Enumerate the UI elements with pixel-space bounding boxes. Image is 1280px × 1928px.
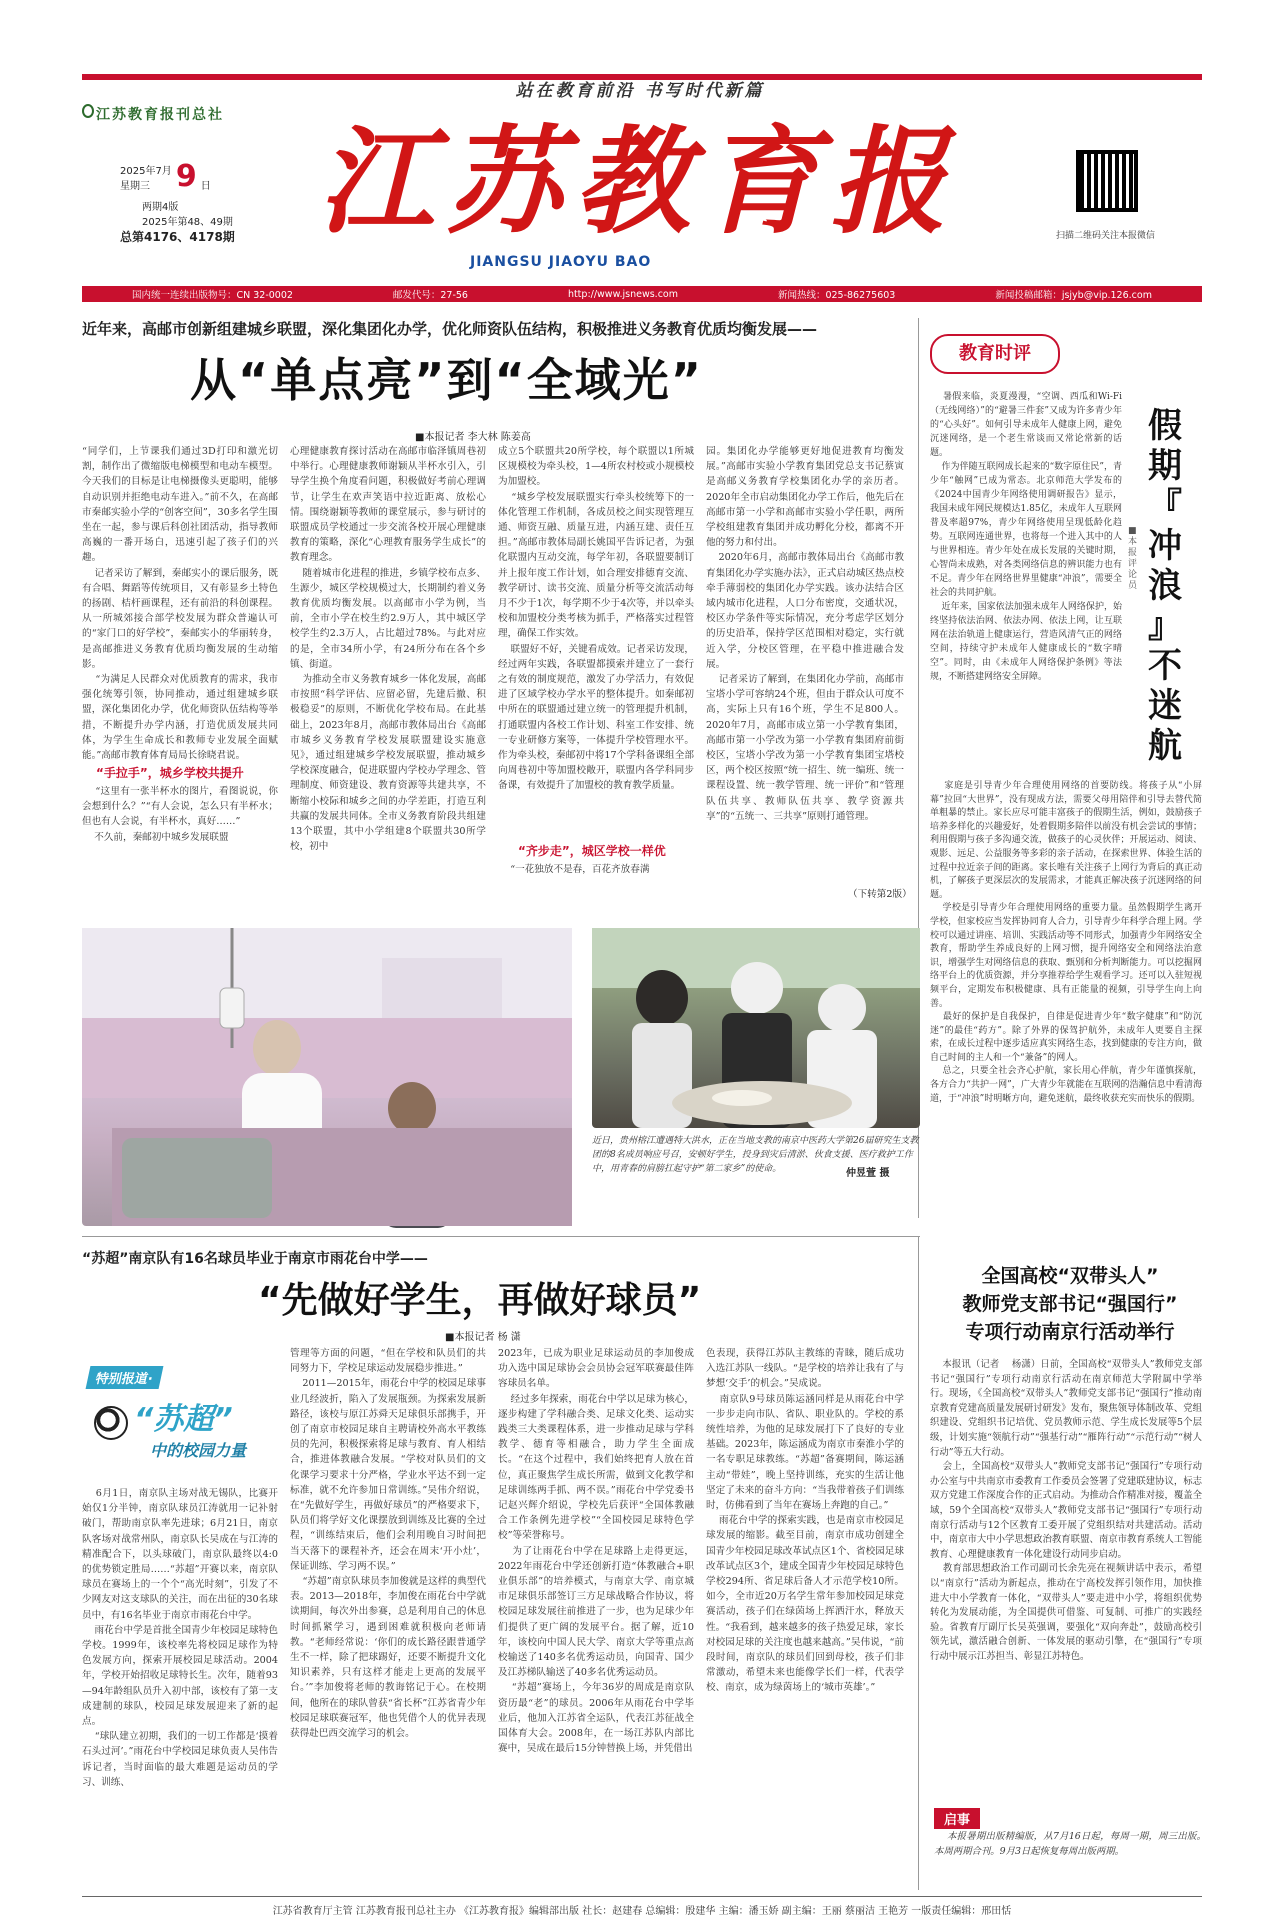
article2-column-1: 6月1日，南京队主场对战无锡队，比赛开始仅1分半钟，南京队球员江涛就用一记补射破门，帮助南京队率先进球；6月21日，南京队客场对战常州队，南京队长吴成在与江涛的精准配合下，以头球破门，南京队最终以4:0的优势锁定胜局……“苏超”开赛以来，南京队球员在赛场上的一个个“高光时刻”，引发了不少网友对这支球队的关注，而在出征的30名球员中，有16名毕业于南京市雨花台中学。 雨花台中学是首批全国青少年校园足球特色学校。1999年，该校率先将校园足球作为特色发展方向，探索开展校园足球活动。2004年，学校开始招收足球特长生。次年，随着93—94年龄组队员升入初中部，该校有了第一支成建制的球队，校园足球发展迎来了新的起点。 “球队建立初期，我们的一切工作都是‘摸着石头过河’。”雨花台中学校园足球负责人吴伟告诉记者，当时面临的最大难题是运动员的学习、训练、 [82, 1488, 279, 1788]
article1-column-3b: “一花独放不是春，百花齐放春满 [498, 864, 650, 875]
commentary-label: 教育时评 [930, 334, 1060, 374]
article1-continued-note: （下转第2版） [848, 889, 912, 900]
article3-headline-line: 教师党支部书记“强国行” [962, 1293, 1178, 1315]
article2-column-2: 管理等方面的问题，“但在学校和队员们的共同努力下，学校足球运动发展稳步推进。” 2011—2015年，雨花台中学的校园足球事业几经波折，陷入了发展瓶颈。为探索发展新路径，该校与原江苏舜天足球俱乐部携手，开创了南京市校园足球自主聘请校外高水平教练员的先河，积极探索将足球与教育、育人相结合，推进体教融合发展。“学校对队员们的文化课学习要求十分严格，学业水平达不到一定标准，就不允许参加日常训练。”吴伟介绍说，在“先做好学生，再做好球员”的严格要求下，队员们将学好文化课摆放到训练及比赛的全过程，“训练结束后，他们会利用晚自习时间把当天落下的课程补齐，还会在周末‘开小灶’，保证训练、学习两不误。” “苏超”南京队球员李加俊就是这样的典型代表。2013—2018年，李加俊在雨花台中学就读期间，每次外出参赛，总是利用自己的休息时间抓紧学习，遇到困难就积极向老师请教。“老师经常说：‘你们的成长路径跟普通学生不一样，除了把球踢好，还要不断提升文化知识素养，只有这样才能走上更高的发展平台。’”李加俊将老师的教诲铭记于心。在校期间，他所在的球队曾获“省长杯”江苏省青少年校园足球联赛冠军，他也凭借个人的优异表现获得赴巴西交流学习的机会。 [290, 1348, 487, 1740]
date-ri: 日 [200, 181, 211, 192]
article1-column-4: 园。集团化办学能够更好地促进教育均衡发展。”高邮市实验小学教育集团党总支书记蔡寅是高邮义务教育学校集团化办学的亲历者。2020年全市启动集团化办学工作后，他先后在高邮市第一小学和高邮市实验小学任职，两所学校组建教育集团并成功孵化分校，都离不开他的努力和付出。 2020年6月，高邮市教体局出台《高邮市教育集团化办学实施办法》，正式启动城区热点校牵手薄弱校的集团化办学实践。该办法结合区域内城市化进程，人口分布密度，交通状况，校区办学条件等实际情况，充分考虑学区划分的历史沿革，保持学区范围相对稳定，实行就近入学，分校区管理，在平稳中推进融合发展。 记者采访了解到，在集团化办学前，高邮市宝塔小学可容纳24个班，但由于群众认可度不高，实际上只有16个班，学生不足800人。2020年7月，高邮市成立第一小学教育集团，高邮市第一小学改为第一小学教育集团府前街校区，宝塔小学改为第一小学教育集团宝塔校区，两个校区按照“统一招生、统一编班、统一课程设置、统一教学管理、统一评价”和“管理队伍共享、教师队伍共享、教学资源共享”的“五统一、三共享”原则打通管理。 [706, 446, 905, 822]
qr-code-icon[interactable] [1076, 150, 1138, 212]
publisher-logo-icon [82, 104, 94, 118]
info-post-code: 邮发代号：27-56 [392, 290, 468, 301]
commentary-title-char: 』 [1148, 606, 1182, 646]
article2-headline: “先做好学生，再做好球员” [258, 1280, 702, 1321]
footer-rule [82, 1896, 1202, 1897]
date-weekday: 星期三 [120, 181, 150, 192]
commentary-title-char: 浪 [1148, 566, 1182, 606]
article2-byline: ■本报记者 杨 潇 [445, 1332, 521, 1343]
article1-byline: ■本报记者 李大林 陈姜高 [415, 432, 531, 443]
article2-lead: “苏超”南京队有16名球员毕业于南京市雨花台中学—— [82, 1251, 428, 1267]
footer-credits: 江苏省教育厅主管 江苏教育报刊总社主办 《江苏教育报》编辑部出版 社长：赵建春 总编辑：殷建华 主编：潘玉娇 副主编：王丽 蔡丽洁 王艳芳 一版责任编辑：邢田恬 [272, 1906, 1012, 1917]
commentary-title-char: 期 [1148, 446, 1182, 486]
article3-headline-line: 全国高校“双带头人” [981, 1265, 1159, 1287]
masthead-slogan: 站在教育前沿 书写时代新篇 [0, 76, 1280, 101]
commentary-title-char: 航 [1148, 726, 1182, 766]
info-hotline: 新闻热线：025-86275603 [777, 290, 896, 301]
article1-column-3: 成立5个联盟共20所学校，每个联盟以1所城区规模校为牵头校，1—4所农村校或小规模校为加盟校。 “城乡学校发展联盟实行牵头校统筹下的一体化管理工作机制，各成员校之间实现管理互通、师资互融、质量互进，内涵互建、责任互担。”高邮市教体局副长姚国平告诉记者，为强化联盟内互动交流，每学年初，各联盟要制订并上报年度工作计划，如合理安排德育交流、教学研讨、读书交流、质量分析等交流活动每月不少于1次，每学期不少于4次等，并以牵头校和加盟校分类考核为抓手，严格落实过程管理，确保工作实效。 联盟好不好，关键看成效。记者采访发现，经过两年实践，各联盟都摸索并建立了一套行之有效的制度规范，激发了办学活力，有效促进了区域学校办学水平的整体提升。如秦邮初中所在的联盟通过建立统一的管理提升机制，打通联盟内各校工作计划、科室工作安排、统一专业研修方案等，一体提升学校管理水平。作为牵头校，秦邮初中将17个学科备课组全部向周巷初中等加盟校敞开，联盟内各学科同步备课，有效提升了加盟校的教育教学质量。 [498, 446, 695, 792]
commentary-title-char: 『 [1148, 486, 1182, 526]
section-divider [82, 1236, 920, 1237]
commentary-byline: ■本报评论员 [1128, 526, 1138, 591]
date-year-month: 2025年7月 [120, 166, 172, 177]
info-email[interactable]: 新闻投稿邮箱：jsjyb@vip.126.com [995, 290, 1152, 301]
article1-lead: 近年来，高邮市创新组建城乡联盟，深化集团化办学，优化师资队伍结构，积极推进义务教育优质均衡发展—— [82, 320, 818, 338]
article3-headline [930, 1262, 1210, 1346]
article1-column-1b: “这里有一张半杯水的图片，看图说说，你会想到什么？”“有人会说，怎么只有半杯水；但也有人会说，有半杯水，真好……” 不久前，秦邮初中城乡发展联盟 [82, 786, 278, 843]
article1-subhead-2: “齐步走”，城区学校一样优 [518, 844, 666, 858]
notice-label: 启事 [934, 1808, 980, 1829]
notice-text: 本报暑期出版精编版，从7月16日起，每周一期，周三出版。本周两期合刊。9月3日起恢复每周出版两期。 [934, 1831, 1206, 1857]
article1-column-1: “同学们，上节课我们通过3D打印和激光切割，制作出了微缩版电梯模型和电动车模型。今天我们的目标是让电梯摄像头更聪明，能够自动识别并拒绝电动车进入。”前不久，在高邮市秦邮实验小学的“创客空间”，30多名学生围坐在一起，参与课后科创社团活动，指导教师高巍的一番开场白，迅速引起了孩子们的兴趣。 记者采访了解到，秦邮实小的课后服务，既有合唱、舞蹈等传统项目，又有彰显乡土特色的扬剧、桔杆画课程，还有前沿的科创课程。从一所城郊接合部学校发展为群众普遍认可的“家门口的好学校”，秦邮实小的华丽转身，是高邮推进义务教育优质均衡发展的生动缩影。 “为满足人民群众对优质教育的需求，我市强化统筹引领，协同推动，通过组建城乡联盟，深化集团化办学，优化师资队伍结构等举措，不断提升办学内涵，打造优质发展共同体，为学生生命成长和教师专业发展全面赋能。”高邮市教育体育局局长徐晓君说。 [82, 446, 279, 762]
column-divider [918, 1236, 919, 1890]
page-count: 两期4版 [142, 202, 179, 213]
article3-headline-line: 专项行动南京行活动举行 [965, 1321, 1175, 1343]
special-report-subtitle: 中的校园力量 [150, 1441, 247, 1460]
photo-volunteers-kitchen [592, 928, 920, 1128]
article2-column-4: 色表现，获得江苏队主教练的青睐，随后成功入选江苏队一线队。“是学校的培养让我有了与梦想‘交手’的机会。”吴成说。 南京队9号球员陈运涵同样是从雨花台中学一步步走向市队、省队、职业队的。学校的系统性培养，为他的足球发展打下了良好的专业基础。2023年，陈运涵成为南京市秦淮小学的一名专职足球教练。“苏超”备赛期间，陈运涵主动“带娃”，晚上坚持训练，充实的生活让他坚定了未来的奋斗方向：“当我带着孩子们训练时，仿佛看到了当年在赛场上奔跑的自己。” 雨花台中学的探索实践，也是南京市校园足球发展的缩影。截至目前，南京市成功创建全国青少年校园足球改革试点区1个、省校园足球改革试点区3个，建成全国青少年校园足球特色学校294所、省足球后备人才示范学校10所。如今，全市近20万名学生常年参加校园足球竞赛活动，孩子们在绿茵场上挥洒汗水，释放天性。“我看到，越来越多的孩子热爱足球，家长对校园足球的关注度也越来越高。”吴伟说，“前段时间，南京队的球员们回到母校，孩子们非常激动，希望未来也能像学长们一样，代表学校、南京，成为绿茵场上的‘城市英雄’。” [706, 1348, 905, 1694]
commentary-title-char: 冲 [1148, 526, 1182, 566]
article2-column-3: 2023年，已成为职业足球运动员的李加俊成功入选中国足球协会会员协会冠军联赛最佳阵容球员名单。 经过多年探索，雨花台中学以足球为核心，逐步构建了学科融合类、足球文化类、运动实践类三大类课程体系，进一步推动足球与学科教学、德育等相融合，助力学生全面成长。“在这个过程中，我们始终把育人放在首位，真正聚焦学生成长所需，做到文化教学和足球训练两手抓、两不误。”雨花台中学党委书记赵兴辉介绍说，学校先后获评“全国体教融合工作条例先进学校”“全国校园足球特色学校”等荣誉称号。 为了让雨花台中学在足球路上走得更远，2022年雨花台中学还创新打造“体教融合+职业俱乐部”的培养模式，与南京大学、南京城市足球俱乐部签订三方足球战略合作协议，将校园足球发展往前推进了一步，也为足球少年们提供了更广阔的发展平台。据了解，近10年，该校向中国人民大学、南京大学等重点高校输送了140多名优秀运动员，向国青、国少及江苏梯队输送了40多名优秀运动员。 “苏超”赛场上，今年36岁的周成是南京队资历最“老”的球员。2006年从雨花台中学毕业后，他加入江苏省全运队，代表江苏征战全国体育大会。2008年，在一场江苏队内部比赛中，吴成在最后15分钟替换上场，并凭借出 [498, 1348, 695, 1755]
article1-column-2: 心理健康教育探讨活动在高邮市临泽镇周巷初中举行。心理健康教师谢颖从半杯水引入，引导学生换个角度看问题，积极做好考前心理调节，让学生在欢声笑语中拉近距离、放松心情。围绕谢颖等教师的课堂展示，参与研讨的联盟成员学校通过一步交流各校开展心理健康教育的策略，深化“心理教育服务学生成长”的教育理念。 随着城市化进程的推进，乡镇学校布点多、生源少，城区学校规模过大，长期制约着义务教育优质均衡发展。以高邮市小学为例，当前，全市小学在校生约2.9万人，其中城区学校学生约2.3万人，占比超过78%。与此对应的是，全市34所小学，有24所分布在各个乡镇、街道。 为推动全市义务教育城乡一体化发展，高邮市按照“科学评估、应留必留，先建后撤、积极稳妥”的原则，不断优化学校布局。在此基础上，2023年8月，高邮市教体局出台《高邮市城乡义务教育学校发展联盟建设实施意见》，通过组建城乡学校发展联盟，推动城乡学校深度融合，促进联盟内学校办学理念、管理制度、师资建设、教育资源等共建共享，不断缩小校际和城乡之间的办学差距，打造互利共赢的发展共同体。全市义务教育阶段共组建13个联盟，其中小学组建8个联盟共30所学校，初中 [290, 446, 487, 853]
commentary-title-char: 假 [1148, 406, 1182, 446]
photo-volunteers-kitchen-illustration [592, 928, 920, 1128]
photo-credit: 仲昱萱 摄 [846, 1168, 890, 1179]
total-issue-number: 总第4176、4178期 [120, 230, 235, 244]
photo-hospital-ward-illustration [82, 928, 572, 1226]
date-block [120, 159, 235, 245]
qr-code-label: 扫描二维码关注本报微信 [1056, 231, 1156, 241]
football-icon [94, 1406, 128, 1440]
article3-body: 本报讯（记者 杨潇）日前，全国高校“双带头人”教师党支部书记“强国行”专项行动南京行活动在南京师范大学附属中学举行。现场，《全国高校“双带头人”教师党支部书记“强国行”推动南京教育党建高质量发展研讨研发》发布，聚焦领导体制改革、党组织建设、党组织书记培优、党员教师示范、学生成长发展等5个层级，计划实施“领航行动”“强基行动”“雁阵行动”“示范行动”“树人行动”等五大行动。 会上，全国高校“双带头人”教师党支部书记“强国行”专项行动办公室与中共南京市委教育工作委员会签署了党建联建协议，标志双方党建工作深度合作的正式启动。为推动合作精准对接，覆盖全域，59个全国高校“双带头人”教师党支部书记“强国行”专项行动南京行活动与12个区教育工委开展了党组织结对共建活动。活动中，南京市大中小学思想政治教育联盟、南京市教育系统人工智能教育、心理健康教育一体化建设行动同步启动。 教育部思想政治工作司副司长余先亮在视频讲话中表示，希望以“南京行”活动为新起点，推动在宁高校发挥引领作用，加快推进大中小学教育一体化，“双带头人”要走进中小学，将组织优势转化为发展动能，为全国提供可借鉴、可复制、可推广的实践经验。省教育厅副厅长吴英强调，要强化“双向奔赴”，鼓励高校引领先试，激活融合创新、一体发展的驱动引擎，在“强国行”专项行动中展示江苏担当、彰显江苏特色。 [930, 1359, 1202, 1662]
date-day: 9 [175, 159, 197, 194]
article1-subhead-1: “手拉手”，城乡学校共提升 [96, 766, 244, 780]
publication-info-bar [82, 286, 1202, 302]
special-report-title: “苏超” [134, 1402, 233, 1437]
commentary-title-char: 不 [1148, 646, 1182, 686]
publisher-name: 江苏教育报刊总社 [96, 107, 224, 123]
info-cn-number: 国内统一连续出版物号：CN 32-0002 [131, 290, 293, 301]
newspaper-title: 江苏教育报 [318, 114, 958, 250]
photo-caption: 近日，贵州榕江遭遇特大洪水，正在当地支教的南京中医药大学第26届研究生支教团的8名成员响应号召，安顿好学生，投身到灾后清淤、伙食支援、医疗救护工作中，用青春的肩膀扛起守护“第二家乡”的使命。 [592, 1136, 919, 1174]
photo-hospital-ward [82, 928, 572, 1226]
commentary-column-1: 暑假来临，炎夏漫漫，“空调、西瓜和Wi-Fi（无线网络）”的“避暑三件套”又成为许多青少年的“心头好”。如何引导未成年人健康上网，避免沉迷网络，是一个老生常谈而又常论常新的话题。 作为伴随互联网成长起来的“数字原住民”，青少年“触网”已成为常态。北京师范大学发布的《2024中国青少年网络使用调研报告》显示，我国未成年网民规模达1.85亿，未成年人互联网普及率超97%，青少年网络使用呈现低龄化趋势。互联网连通世界，也将每一个进入其中的人与世界相连。青少年处在成长发展的关键时期，心智尚未成熟，对各类网络信息的辨识能力也有不足。青少年在网络世界里健康“冲浪”，需要全社会的共同护航。 近年来，国家依法加强未成年人网络保护，始终坚持依法治网、依法办网、依法上网，让互联网在法治轨道上健康运行，营造风清气正的网络空间，持续守护未成年人健康成长的“数字晴空”。同时，由《未成年人网络保护条例》等法规，不断搭建网络安全屏障。 [930, 392, 1122, 682]
info-website[interactable]: http://www.jsnews.com [567, 288, 678, 300]
special-report-badge [88, 1366, 298, 1476]
newspaper-title-pinyin: JIANGSU JIAOYU BAO [470, 254, 652, 270]
special-report-label: 特别报道· [86, 1366, 164, 1389]
commentary-column-2: 家庭是引导青少年合理使用网络的首要防线。将孩子从“小屏幕”拉回“大世界”，没有现成方法，需要父母用陪伴和引导去替代简单粗暴的禁止。家长应尽可能丰富孩子的假期生活，例如，鼓励孩子培养多样化的兴趣爱好，处着假期多陪伴以前没有机会尝试的事情；利用假期与孩子多沟通交流，做孩子的心灵伙伴；开展运动、阅读、观影、远足、公益服务等多彩的亲子活动，在探索世界、体验生活的过程中拉近亲子间的距离。家长唯有关注孩子上网行为背后的真正动机，了解孩子更深层次的发展需求，才能真正解决孩子沉迷网络的问题。 学校是引导青少年合理使用网络的重要力量。虽然假期学生离开学校，但家校应当发挥协同育人合力，引导青少年科学合理上网。学校可以通过讲座、培训、实践活动等不同形式，加强青少年网络安全教育，帮助学生养成良好的上网习惯，提升网络安全和网络法治意识，增强学生对网络信息的获取、甄别和分析判断能力。可以挖掘网络平台上的优质资源，并分享推荐给学生观看学习。还可以入驻短视频平台，定期发布积极健康、具有正能量的视频，引导学生向上向善。 最好的保护是自我保护，自律是促进青少年“数字健康”和“防沉迷”的最佳“药方”。除了外界的保驾护航外，未成年人更要自主探索，在成长过程中逐步适应真实网络生态，找到健康的专注方向，做自己时间的主人和一个“兼备”的网人。 总之，只要全社会齐心护航，家长用心伴航，青少年谨慎探航，各方合力“共护一网”，广大青少年就能在互联网的浩瀚信息中看清海道，于“冲浪”时明晰方向，避免迷航，最终收获充实而快乐的假期。 [930, 781, 1202, 1104]
article1-headline: 从“单点亮”到“全域光” [190, 353, 703, 407]
issue-number: 2025年第48、49期 [142, 217, 233, 228]
commentary-title [1148, 406, 1194, 766]
commentary-title-char: 迷 [1148, 686, 1182, 726]
